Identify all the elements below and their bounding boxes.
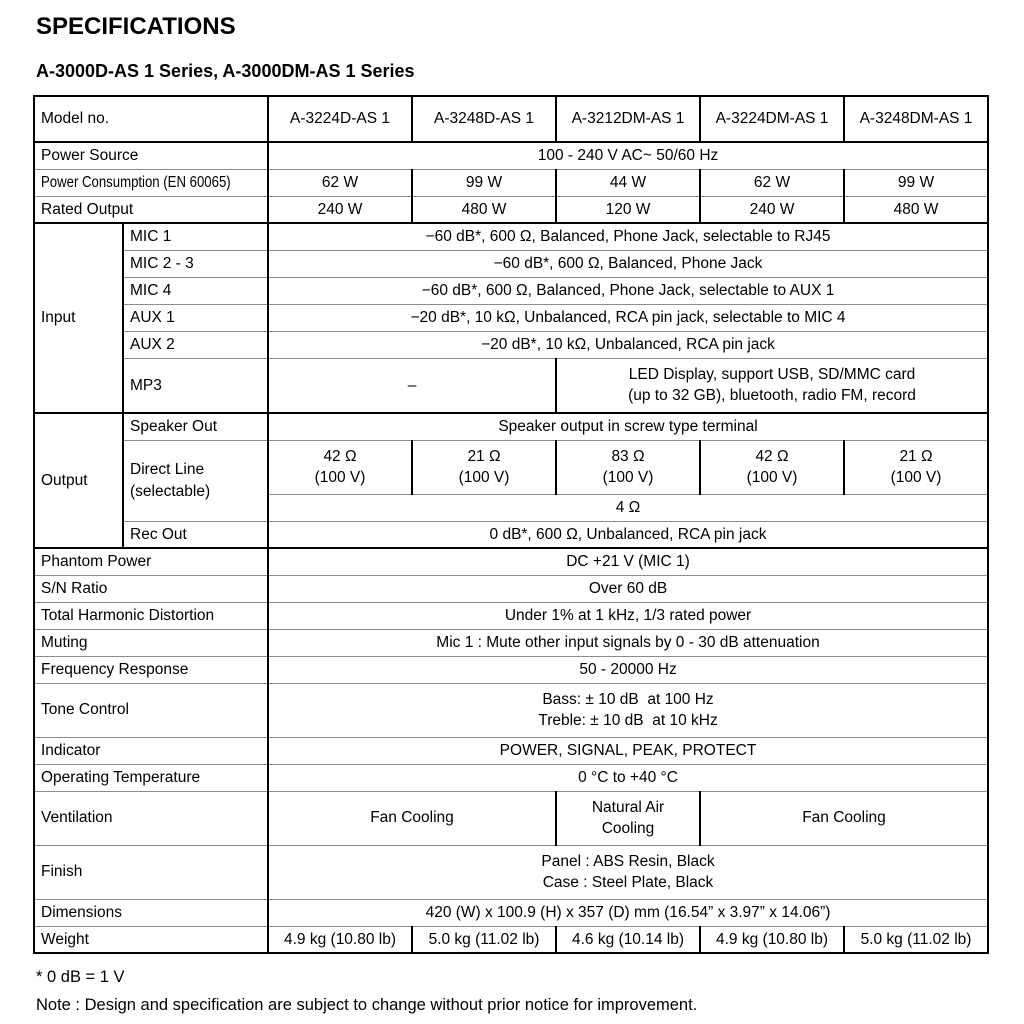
cell-model-4: A-3248DM-AS 1 <box>844 96 988 142</box>
cell-direct-line-label <box>123 440 268 521</box>
row-output-direct-line <box>34 440 988 494</box>
cell-model-1: A-3248D-AS 1 <box>412 96 556 142</box>
cell-power-consumption-label <box>34 169 268 196</box>
row-muting <box>34 629 988 656</box>
row-input-aux1 <box>34 304 988 331</box>
cell-output-group-label: Output <box>34 413 123 548</box>
cell-model-0: A-3224D-AS 1 <box>268 96 412 142</box>
cell-rated-output-2: 120 W <box>556 196 700 223</box>
direct-line-2-ohms: 83 Ω <box>611 447 645 465</box>
row-power-consumption <box>34 169 988 196</box>
cell-ventilation-label: Ventilation <box>34 791 268 845</box>
cell-weight-label: Weight <box>34 926 268 953</box>
cell-direct-line-0 <box>268 440 412 494</box>
row-weight <box>34 926 988 953</box>
finish-case: Case : Steel Plate, Black <box>542 874 714 892</box>
cell-mic4-label: MIC 4 <box>123 277 268 304</box>
cell-model-2: A-3212DM-AS 1 <box>556 96 700 142</box>
direct-line-4-ohms: 21 Ω <box>899 447 933 465</box>
specifications-table <box>33 95 989 954</box>
cell-ventilation-mid <box>556 791 700 845</box>
cell-direct-line-common: 4 Ω <box>268 494 988 521</box>
row-output-rec-out <box>34 521 988 548</box>
cell-ventilation-dm: Fan Cooling <box>700 791 988 845</box>
cell-weight-0: 4.9 kg (10.80 lb) <box>268 926 412 953</box>
cell-thd-value: Under 1% at 1 kHz, 1/3 rated power <box>268 602 988 629</box>
cell-mic1-value: −60 dB*, 600 Ω, Balanced, Phone Jack, selectable to RJ45 <box>268 223 988 250</box>
cell-direct-line-3 <box>700 440 844 494</box>
row-output-speaker-out <box>34 413 988 440</box>
series-subtitle: A-3000D-AS 1 Series, A-3000DM-AS 1 Series <box>36 61 415 82</box>
direct-line-3-ohms: 42 Ω <box>755 447 789 465</box>
finish-panel: Panel : ABS Resin, Black <box>541 852 715 870</box>
cell-weight-3: 4.9 kg (10.80 lb) <box>700 926 844 953</box>
cell-power-consumption-0: 62 W <box>268 169 412 196</box>
direct-line-label-line2: (selectable) <box>130 482 211 500</box>
row-input-mic1 <box>34 223 988 250</box>
power-consumption-label-text: Power Consumption (EN 60065) <box>41 173 231 191</box>
cell-speaker-out-label: Speaker Out <box>123 413 268 440</box>
row-dimensions <box>34 899 988 926</box>
cell-muting-value: Mic 1 : Mute other input signals by 0 - 30 dB attenuation <box>268 629 988 656</box>
cell-sn-ratio-value: Over 60 dB <box>268 575 988 602</box>
row-ventilation <box>34 791 988 845</box>
cell-direct-line-1 <box>412 440 556 494</box>
cell-thd-label: Total Harmonic Distortion <box>34 602 268 629</box>
cell-sn-ratio-label: S/N Ratio <box>34 575 268 602</box>
cell-rated-output-label: Rated Output <box>34 196 268 223</box>
row-frequency-response <box>34 656 988 683</box>
cell-weight-2: 4.6 kg (10.14 lb) <box>556 926 700 953</box>
cell-power-consumption-3: 62 W <box>700 169 844 196</box>
cell-rec-out-label: Rec Out <box>123 521 268 548</box>
cell-mp3-d-value: – <box>268 358 556 413</box>
cell-power-source-label: Power Source <box>34 142 268 169</box>
cell-speaker-out-value: Speaker output in screw type terminal <box>268 413 988 440</box>
row-finish <box>34 845 988 899</box>
footnote-0db: * 0 dB = 1 V <box>36 968 125 987</box>
direct-line-1-volts: (100 V) <box>458 469 510 487</box>
row-indicator <box>34 737 988 764</box>
cell-dimensions-label: Dimensions <box>34 899 268 926</box>
cell-power-source-value: 100 - 240 V AC~ 50/60 Hz <box>268 142 988 169</box>
row-thd <box>34 602 988 629</box>
cell-tone-control-label: Tone Control <box>34 683 268 737</box>
footnotes <box>36 963 988 1019</box>
ventilation-mid-line1: Natural Air <box>591 798 665 816</box>
cell-rated-output-1: 480 W <box>412 196 556 223</box>
cell-aux2-label: AUX 2 <box>123 331 268 358</box>
cell-tone-control-value <box>268 683 988 737</box>
row-power-source <box>34 142 988 169</box>
cell-rated-output-4: 480 W <box>844 196 988 223</box>
row-input-mp3 <box>34 358 988 413</box>
cell-weight-1: 5.0 kg (11.02 lb) <box>412 926 556 953</box>
cell-aux2-value: −20 dB*, 10 kΩ, Unbalanced, RCA pin jack <box>268 331 988 358</box>
row-tone-control <box>34 683 988 737</box>
cell-mp3-label: MP3 <box>123 358 268 413</box>
mp3-dm-line1: LED Display, support USB, SD/MMC card <box>628 365 916 383</box>
cell-indicator-label: Indicator <box>34 737 268 764</box>
direct-line-1-ohms: 21 Ω <box>467 447 501 465</box>
row-input-mic2-3 <box>34 250 988 277</box>
cell-muting-label: Muting <box>34 629 268 656</box>
tone-control-bass: Bass: ± 10 dB at 100 Hz <box>542 690 714 708</box>
cell-frequency-response-value: 50 - 20000 Hz <box>268 656 988 683</box>
cell-power-consumption-2: 44 W <box>556 169 700 196</box>
cell-aux1-value: −20 dB*, 10 kΩ, Unbalanced, RCA pin jack, selectable to MIC 4 <box>268 304 988 331</box>
cell-frequency-response-label: Frequency Response <box>34 656 268 683</box>
row-input-mic4 <box>34 277 988 304</box>
direct-line-0-volts: (100 V) <box>314 469 366 487</box>
direct-line-2-volts: (100 V) <box>602 469 654 487</box>
cell-rec-out-value: 0 dB*, 600 Ω, Unbalanced, RCA pin jack <box>268 521 988 548</box>
cell-phantom-power-value: DC +21 V (MIC 1) <box>268 548 988 575</box>
cell-mic2-3-value: −60 dB*, 600 Ω, Balanced, Phone Jack <box>268 250 988 277</box>
cell-aux1-label: AUX 1 <box>123 304 268 331</box>
cell-mp3-dm-value <box>556 358 988 413</box>
row-model-no <box>34 96 988 142</box>
ventilation-mid-line2: Cooling <box>601 820 655 838</box>
cell-operating-temperature-label: Operating Temperature <box>34 764 268 791</box>
row-rated-output <box>34 196 988 223</box>
row-phantom-power <box>34 548 988 575</box>
cell-finish-value <box>268 845 988 899</box>
cell-mic1-label: MIC 1 <box>123 223 268 250</box>
cell-operating-temperature-value: 0 °C to +40 °C <box>268 764 988 791</box>
footnote-note: Note : Design and specification are subject to change without prior notice for improvement. <box>36 996 698 1015</box>
cell-direct-line-4 <box>844 440 988 494</box>
cell-power-consumption-4: 99 W <box>844 169 988 196</box>
cell-model-3: A-3224DM-AS 1 <box>700 96 844 142</box>
cell-input-group-label: Input <box>34 223 123 413</box>
cell-ventilation-d: Fan Cooling <box>268 791 556 845</box>
cell-finish-label: Finish <box>34 845 268 899</box>
cell-model-no-label: Model no. <box>34 96 268 142</box>
cell-power-consumption-1: 99 W <box>412 169 556 196</box>
cell-rated-output-3: 240 W <box>700 196 844 223</box>
cell-rated-output-0: 240 W <box>268 196 412 223</box>
direct-line-0-ohms: 42 Ω <box>323 447 357 465</box>
cell-mic4-value: −60 dB*, 600 Ω, Balanced, Phone Jack, selectable to AUX 1 <box>268 277 988 304</box>
cell-mic2-3-label: MIC 2 - 3 <box>123 250 268 277</box>
direct-line-3-volts: (100 V) <box>746 469 798 487</box>
cell-direct-line-2 <box>556 440 700 494</box>
cell-indicator-value: POWER, SIGNAL, PEAK, PROTECT <box>268 737 988 764</box>
tone-control-treble: Treble: ± 10 dB at 10 kHz <box>538 712 718 730</box>
direct-line-label-line1: Direct Line <box>130 461 205 478</box>
cell-dimensions-value: 420 (W) x 100.9 (H) x 357 (D) mm (16.54” x 3.97” x 14.06”) <box>268 899 988 926</box>
row-input-aux2 <box>34 331 988 358</box>
mp3-dm-line2: (up to 32 GB), bluetooth, radio FM, record <box>628 387 916 405</box>
direct-line-4-volts: (100 V) <box>890 469 942 487</box>
row-sn-ratio <box>34 575 988 602</box>
page-title: SPECIFICATIONS <box>36 13 236 40</box>
cell-weight-4: 5.0 kg (11.02 lb) <box>844 926 988 953</box>
cell-phantom-power-label: Phantom Power <box>34 548 268 575</box>
row-operating-temperature <box>34 764 988 791</box>
